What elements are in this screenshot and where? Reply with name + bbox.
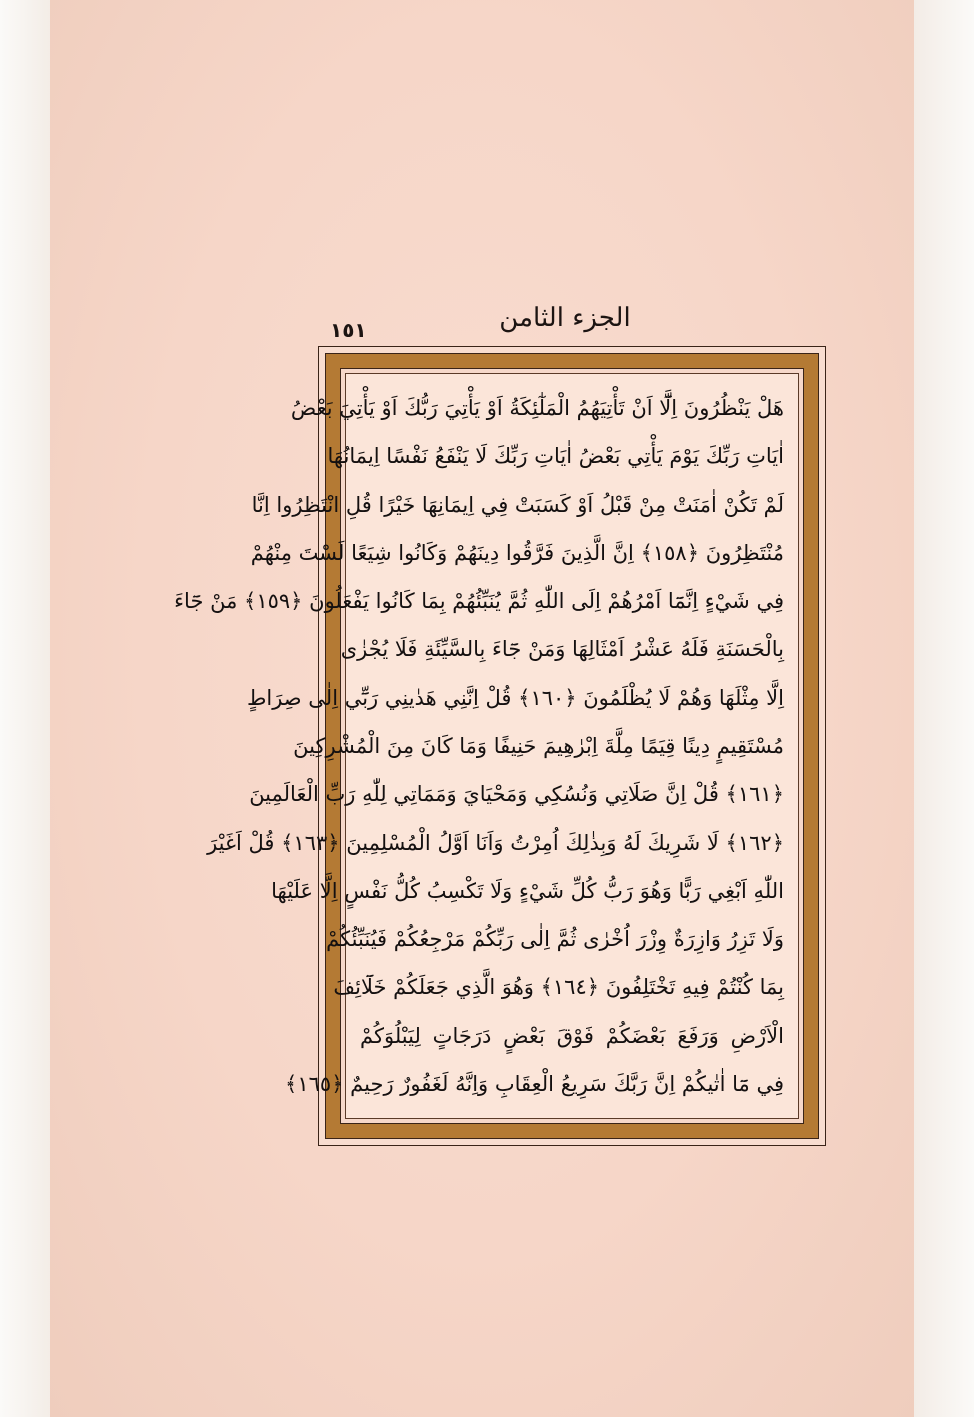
scan-margin-right: [914, 0, 974, 1417]
verse-line-5: فِي شَيْءٍ اِنَّمَٓا اَمْرُهُمْ اِلَى اللّٰهِ ثُمَّ يُنَبِّئُهُمْ بِمَا كَانُوا يَفْعَلُونَ ﴿١٥٩﴾ مَنْ جَٓاءَ: [174, 589, 784, 614]
verse-line-4: مُنْتَظِرُونَ ﴿١٥٨﴾ اِنَّ الَّذِينَ فَرَّقُوا دِينَهُمْ وَكَانُوا شِيَعًا لَسْتَ مِنْهُمْ: [250, 540, 784, 565]
verse-line-8: مُسْتَقِيمٍ دِينًا قِيَمًا مِلَّةَ اِبْرٰهِيمَ حَنِيفًا وَمَا كَانَ مِنَ الْمُشْرِكِينَ: [293, 733, 784, 758]
verse-lines: [174, 388, 784, 1104]
verse-line-15: فِي مَٓا اٰتٰيكُمْ اِنَّ رَبَّكَ سَرِيعُ الْعِقَابِ وَاِنَّهُ لَغَفُورٌ رَحِيمٌ ﴿١٦٥﴾: [285, 1071, 784, 1096]
verse-line-3: لَمْ تَكُنْ اٰمَنَتْ مِنْ قَبْلُ اَوْ كَسَبَتْ فِي اِيمَانِهَا خَيْرًا قُلِ انْتَظِرُوا اِنَّا: [251, 492, 784, 517]
verse-line-1: هَلْ يَنْظُرُونَ اِلَّٓا اَنْ تَأْتِيَهُمُ الْمَلٰٓئِكَةُ اَوْ يَأْتِيَ رَبُّكَ اَوْ يَأْتِيَ بَعْضُ: [290, 396, 784, 420]
verse-line-9: ﴿١٦١﴾ قُلْ اِنَّ صَلَاتِي وَنُسُكِي وَمَحْيَايَ وَمَمَاتِي لِلّٰهِ رَبِّ الْعَالَمِينَ: [249, 782, 784, 807]
inner-border: [174, 368, 804, 1124]
text-panel: [174, 373, 799, 1119]
verse-line-13: بِمَا كُنْتُمْ فِيهِ تَخْتَلِفُونَ ﴿١٦٤﴾ وَهُوَ الَّذِي جَعَلَكُمْ خَلَٓائِفَ: [333, 975, 784, 1000]
verse-line-12: وَلَا تَزِرُ وَازِرَةٌ وِزْرَ اُخْرٰى ثُمَّ اِلٰى رَبِّكُمْ مَرْجِعُكُمْ فَيُنَبِّئُكُمْ: [326, 927, 784, 952]
text-frame: [174, 346, 826, 1146]
page-number: ١٥١: [330, 318, 367, 342]
scan-margin-left: [0, 0, 52, 1417]
verse-line-10: ﴿١٦٢﴾ لَا شَرِيكَ لَهُ وَبِذٰلِكَ اُمِرْتُ وَاَنَا اَوَّلُ الْمُسْلِمِينَ ﴿١٦٣﴾ قُلْ اَغَيْرَ: [207, 830, 784, 855]
verse-line-11: اللّٰهِ اَبْغِي رَبًّا وَهُوَ رَبُّ كُلِّ شَيْءٍ وَلَا تَكْسِبُ كُلُّ نَفْسٍ اِلَّا عَلَيْهَا: [271, 878, 784, 903]
verse-line-2: اٰيَاتِ رَبِّكَ يَوْمَ يَأْتِي بَعْضُ اٰيَاتِ رَبِّكَ لَا يَنْفَعُ نَفْسًا اِيمَانُهَا: [327, 444, 784, 469]
gold-border: [174, 353, 819, 1139]
verse-line-14: الْاَرْضِ وَرَفَعَ بَعْضَكُمْ فَوْقَ بَعْضٍ دَرَجَاتٍ لِيَبْلُوَكُمْ: [360, 1023, 784, 1048]
juz-header-title: الجزء الثامن: [499, 303, 631, 333]
verse-line-7: اِلَّا مِثْلَهَا وَهُمْ لَا يُظْلَمُونَ ﴿١٦٠﴾ قُلْ اِنَّنِي هَدٰينِي رَبِّٓي اِلٰى صِرَاطٍ: [246, 685, 784, 710]
verse-line-6: بِالْحَسَنَةِ فَلَهُ عَشْرُ اَمْثَالِهَا وَمَنْ جَٓاءَ بِالسَّيِّئَةِ فَلَا يُجْزٰى: [340, 637, 784, 662]
